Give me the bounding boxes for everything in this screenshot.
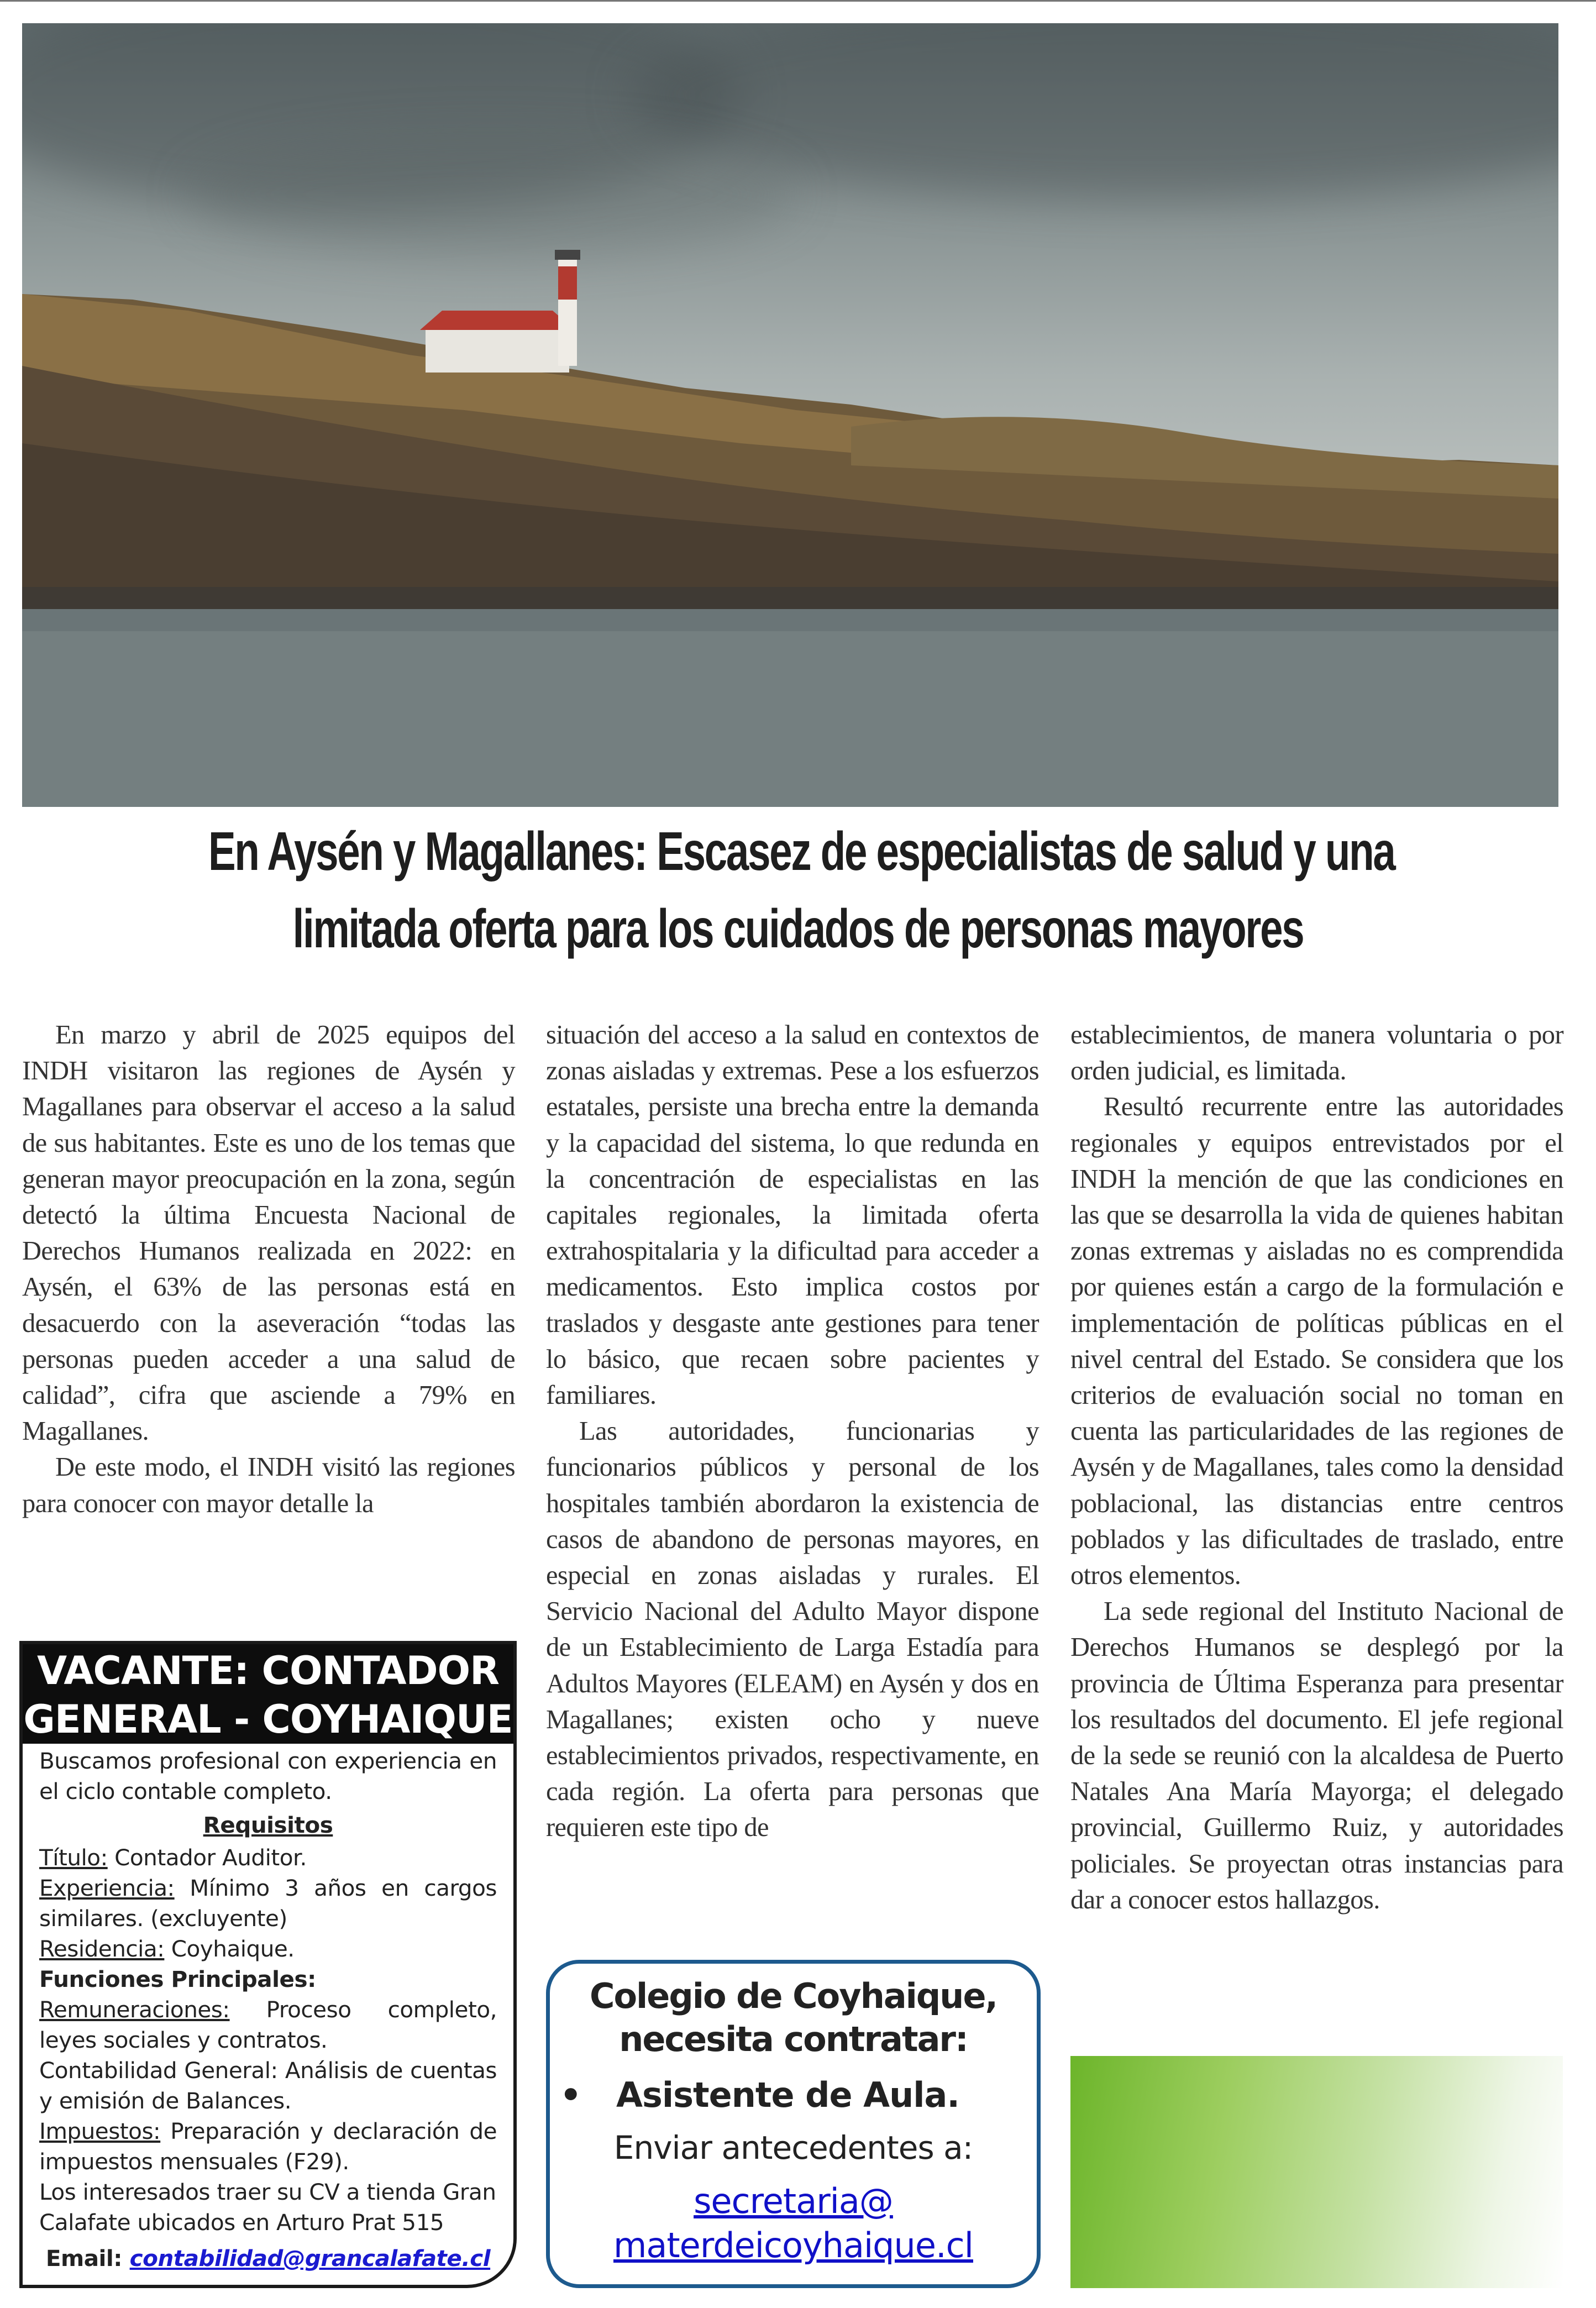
article-paragraph: situación del acceso a la salud en contextos de zonas aisladas y extremas. Pese a los esfuerzos estatales, persiste una brecha entre la demanda y la capacidad del sistema, lo que redunda en la concentración de especialistas en las capitales regionales, la limitada oferta extrahospitalaria y la dificultad para acceder a medicamentos. Esto implica costos por traslados y desgaste ante gestiones para tener lo básico, que recaen sobre pacientes y familiares.	[546, 1020, 1039, 1410]
school-email-line-2[interactable]: materdeicoyhaique.cl	[613, 2225, 973, 2265]
article-headline	[22, 812, 1574, 973]
function-remuneraciones	[39, 1995, 497, 2055]
middle-column	[546, 1017, 1039, 2288]
vacancy-email-link[interactable]: contabilidad@grancalafate.cl	[129, 2245, 491, 2272]
headline-line-1: En Aysén y Magallanes: Escasez de especialistas de salud y una	[208, 821, 1395, 882]
vacancy-title-line-1: VACANTE: CONTADOR	[36, 1648, 500, 1693]
article-paragraph: Las autoridades, funcionarias y funcionarios públicos y personal de los hospitales también abordaron la existencia de casos de abandono de personas mayores, en especial en zonas aisladas y rurales. El Servicio Nacional del Adulto Mayor dispone de un Establecimiento de Larga Estadía para Adultos Mayores (ELEAM) en Aysén y dos en Magallanes; existen ocho y nueve establecimientos privados, respectivamente, en cada región. La oferta para personas que requieren este tipo de	[546, 1417, 1039, 1843]
column-spacer	[1070, 1918, 1563, 2056]
requirements-heading: Requisitos	[203, 1812, 333, 1838]
left-column	[22, 1017, 515, 2288]
send-to-label: Enviar antecedentes a:	[613, 2129, 973, 2167]
article-column-1	[22, 1017, 515, 1522]
school-ad-title	[550, 1975, 1037, 2061]
top-rule	[0, 0, 1596, 2]
value: Mínimo 3 años en cargos similares. (excluyente)	[39, 1875, 497, 1932]
vacancy-ad	[19, 1641, 517, 2288]
function-contabilidad: Contabilidad General: Análisis de cuentas y emisión de Balances.	[39, 2057, 497, 2114]
school-title-line-1: Colegio de Coyhaique,	[589, 1976, 998, 2016]
label: Experiencia:	[39, 1875, 175, 1901]
article-paragraph: Resultó recurrente entre las autoridades regionales y equipos entrevistados por el INDH la mención de que las condiciones en las que se desarrolla la vida de quienes habitan zonas extremas y aisladas no es comprendida por quienes están a cargo de la formulación e implementación de políticas públicas en el nivel central del Estado. Se considera que los criterios de evaluación social no toman en cuenta las particularidades de las regiones de Aysén y de Magallanes, tales como la densidad poblacional, las distancias entre centros poblados y las dificultades de traslado, entre otros elementos.	[1070, 1092, 1563, 1591]
value: Preparación y declaración de impuestos mensuales (F29).	[39, 2118, 497, 2175]
position-label: Asistente de Aula.	[616, 2075, 959, 2115]
article-paragraph: La sede regional del Instituto Nacional de Derechos Humanos se desplegó por la provincia de Última Esperanza para presentar los resultados del documento. El jefe regional de la sede se reunió con la alcaldesa de Puerto Natales Ana María Mayorga; el delegado provincial, Guillermo Ruiz, y autoridades policiales. Se proyectan otras instancias para dar a conocer estos hallazgos.	[1070, 1597, 1563, 1914]
email-label: Email:	[45, 2245, 130, 2272]
right-column	[1070, 1017, 1563, 2288]
functions-heading: Funciones Principales:	[39, 1966, 316, 1992]
value: Coyhaique.	[164, 1935, 295, 1962]
label: Impuestos:	[39, 2118, 161, 2144]
article-paragraph: En marzo y abril de 2025 equipos del INDH visitaron las regiones de Aysén y Magallanes para observar el acceso a la salud de sus habitantes. Este es uno de los temas que generan mayor preocupación en la zona, según detectó la última Encuesta Nacional de Derechos Humanos realizada en 2022: en Aysén, el 63% de las personas está en desacuerdo con la aseveración “todas las personas pueden acceder a una salud de calidad”, cifra que asciende a 79% en Magallanes.	[22, 1020, 515, 1446]
value: Contador Auditor.	[107, 1844, 307, 1871]
school-title-line-2: necesita contratar:	[619, 2019, 968, 2059]
label: Título:	[39, 1844, 108, 1871]
requirement-titulo	[39, 1843, 497, 1873]
school-email-link[interactable]	[550, 2179, 1037, 2268]
lighthouse-coast-photo	[22, 23, 1558, 807]
function-impuestos	[39, 2116, 497, 2177]
value: Proceso completo, leyes sociales y contratos.	[39, 1996, 497, 2053]
requirement-experiencia	[39, 1873, 497, 1934]
school-job-ad	[546, 1960, 1041, 2288]
label: Remuneraciones:	[39, 1996, 230, 2023]
article-paragraph: De este modo, el INDH visitó las regiones para conocer con mayor detalle la	[22, 1452, 515, 1518]
position-list-item	[550, 2073, 1037, 2117]
vacancy-instructions: Los interesados traer su CV a tienda Gran Calafate ubicados en Arturo Prat 515	[39, 2179, 496, 2236]
school-email-line-1[interactable]: secretaria@	[694, 2181, 893, 2221]
bullet-icon: •	[560, 2075, 581, 2115]
requirement-residencia	[39, 1934, 497, 1964]
column-spacer	[22, 1522, 515, 1641]
article-column-3	[1070, 1017, 1563, 1918]
vacancy-email-row	[39, 2243, 497, 2274]
green-gradient-banner	[1070, 2056, 1563, 2288]
article-paragraph: establecimientos, de manera voluntaria o por orden judicial, es limitada.	[1070, 1020, 1563, 1086]
article-column-2	[546, 1017, 1039, 1846]
vacancy-title-line-2: GENERAL - COYHAIQUE	[23, 1697, 513, 1742]
label: Residencia:	[39, 1935, 165, 1962]
headline-line-2: limitada oferta para los cuidados de personas mayores	[292, 898, 1304, 959]
column-spacer	[546, 1846, 1039, 1960]
vacancy-ad-header	[23, 1644, 513, 1744]
vacancy-intro: Buscamos profesional con experiencia en el ciclo contable completo.	[39, 1748, 497, 1805]
